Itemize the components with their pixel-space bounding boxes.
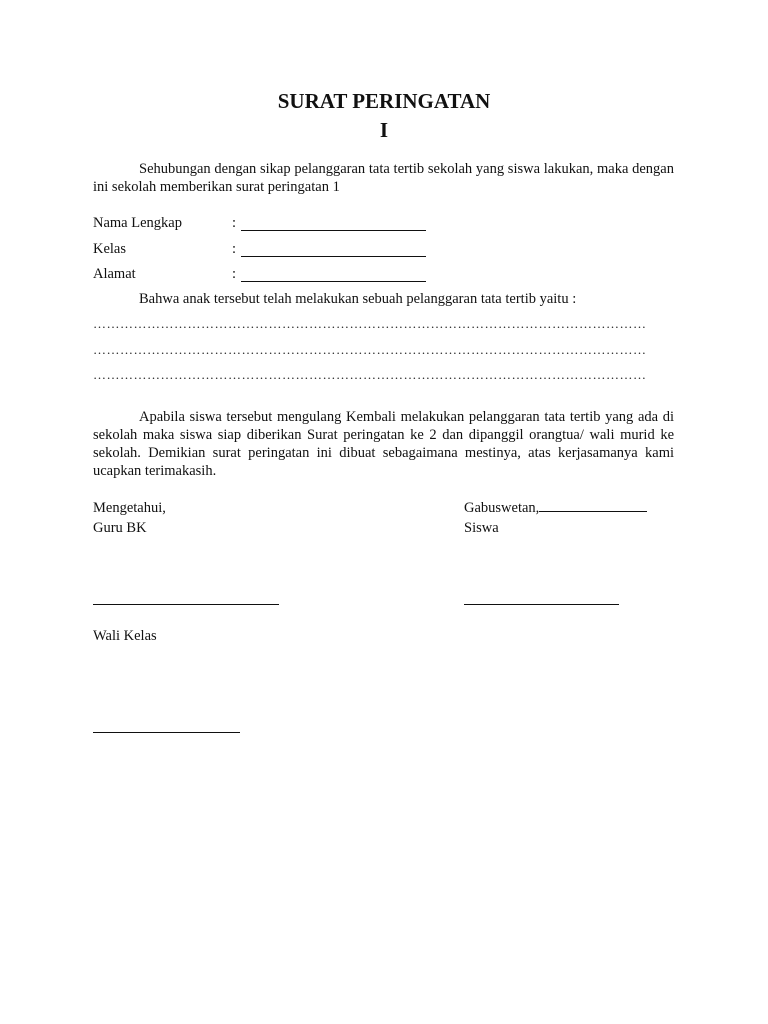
- siswa-signature-line: [464, 604, 619, 605]
- field-separator: :: [232, 266, 237, 282]
- siswa-label: Siswa: [464, 520, 499, 536]
- fill-in-line: [241, 230, 426, 231]
- intro-paragraph: Sehubungan dengan sikap pelanggaran tata tertib sekolah yang siswa lakukan, maka dengan ini sekolah memberikan surat peringatan 1: [93, 161, 674, 195]
- field-label: Kelas: [93, 241, 127, 257]
- acknowledged-label: Mengetahui,: [93, 500, 166, 516]
- field-nama-lengkap: [93, 214, 593, 234]
- field-alamat: [93, 265, 593, 285]
- violation-statement: Bahwa anak tersebut telah melakukan sebuah pelanggaran tata tertib yaitu :: [139, 291, 577, 307]
- letter-title-number: I: [379, 118, 389, 142]
- dotted-fill-line: ……………………………………………………………………………………………………………: [93, 367, 647, 382]
- field-label: Nama Lengkap: [93, 215, 182, 231]
- guru-bk-label: Guru BK: [93, 520, 147, 536]
- fill-in-line: [241, 281, 426, 282]
- field-separator: :: [232, 241, 237, 257]
- field-label: Alamat: [93, 266, 136, 282]
- dotted-fill-line: ……………………………………………………………………………………………………………: [93, 342, 647, 357]
- dotted-fill-line: ……………………………………………………………………………………………………………: [93, 316, 647, 331]
- fill-in-line: [241, 256, 426, 257]
- wali-kelas-signature-line: [93, 732, 240, 733]
- wali-kelas-label: Wali Kelas: [93, 628, 157, 644]
- letter-title: SURAT PERINGATAN: [277, 89, 491, 113]
- field-kelas: [93, 240, 593, 260]
- guru-bk-signature-line: [93, 604, 279, 605]
- closing-paragraph: Apabila siswa tersebut mengulang Kembali melakukan pelanggaran tata tertib yang ada di sekolah maka siswa siap diberikan Surat peringatan ke 2 dan dipanggil orangtua/ wali murid ke sekolah. Demikian surat peringatan ini dibuat sebagaimana mestinya, atas kerjasamanya kami ucapkan terimakasih.: [93, 409, 674, 479]
- place-label: Gabuswetan,: [464, 500, 540, 516]
- place-date: [464, 499, 647, 518]
- date-fill-line: [539, 499, 647, 512]
- field-separator: :: [232, 215, 237, 231]
